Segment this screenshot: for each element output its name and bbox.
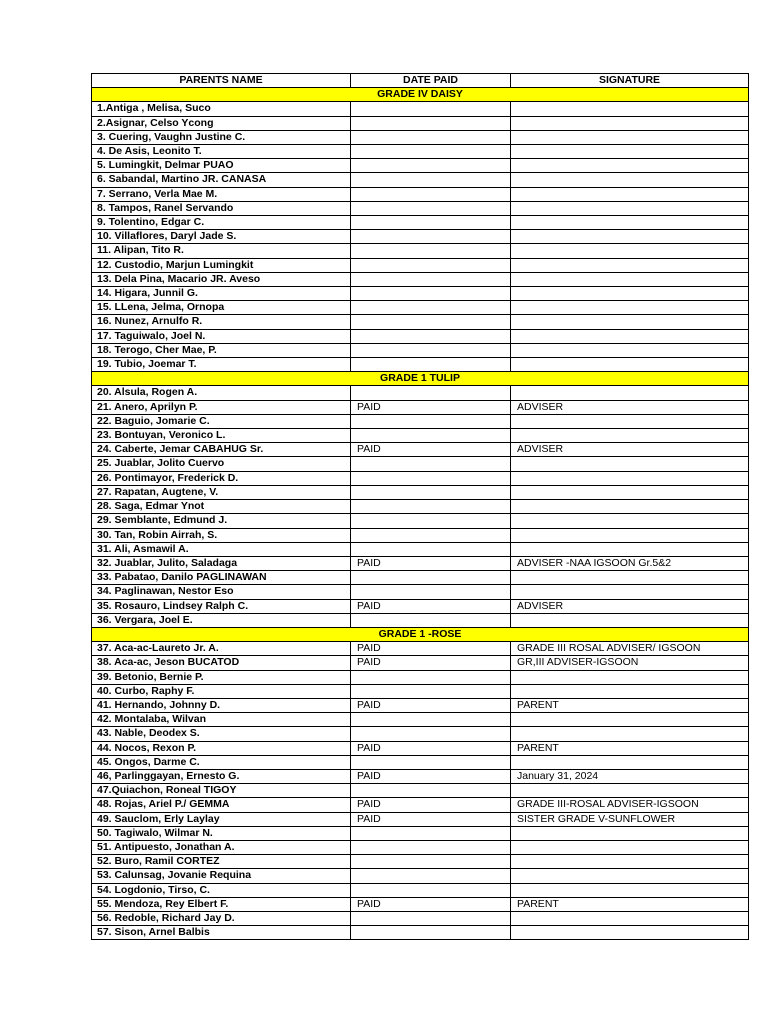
parent-name-cell: 56. Redoble, Richard Jay D. bbox=[92, 911, 351, 925]
table-row bbox=[92, 173, 749, 187]
signature-cell bbox=[511, 826, 749, 840]
signature-cell bbox=[511, 485, 749, 499]
signature-cell bbox=[511, 258, 749, 272]
table-row bbox=[92, 485, 749, 499]
date-paid-cell bbox=[351, 216, 511, 230]
parent-name-cell: 50. Tagiwalo, Wilmar N. bbox=[92, 826, 351, 840]
parent-name-cell: 21. Anero, Aprilyn P. bbox=[92, 400, 351, 414]
signature-cell bbox=[511, 869, 749, 883]
table-row bbox=[92, 855, 749, 869]
parent-name-cell: 43. Nable, Deodex S. bbox=[92, 727, 351, 741]
table-row bbox=[92, 358, 749, 372]
parent-name-cell: 30. Tan, Robin Airrah, S. bbox=[92, 528, 351, 542]
signature-cell bbox=[511, 670, 749, 684]
parent-name-cell: 34. Paglinawan, Nestor Eso bbox=[92, 585, 351, 599]
table-row bbox=[92, 443, 749, 457]
parent-name-cell: 37. Aca-ac-Laureto Jr. A. bbox=[92, 642, 351, 656]
table-row bbox=[92, 883, 749, 897]
signature-cell: January 31, 2024 bbox=[511, 769, 749, 783]
signature-cell bbox=[511, 883, 749, 897]
signature-cell bbox=[511, 585, 749, 599]
date-paid-cell: PAID bbox=[351, 599, 511, 613]
parent-name-cell: 12. Custodio, Marjun Lumingkit bbox=[92, 258, 351, 272]
signature-cell: GRADE III-ROSAL ADVISER-IGSOON bbox=[511, 798, 749, 812]
date-paid-cell bbox=[351, 386, 511, 400]
date-paid-cell bbox=[351, 755, 511, 769]
parent-name-cell: 1.Antiga , Melisa, Suco bbox=[92, 102, 351, 116]
signature-cell bbox=[511, 784, 749, 798]
signature-cell: ADVISER -NAA IGSOON Gr.5&2 bbox=[511, 556, 749, 570]
table-row bbox=[92, 386, 749, 400]
date-paid-cell bbox=[351, 684, 511, 698]
parent-name-cell: 20. Alsula, Rogen A. bbox=[92, 386, 351, 400]
date-paid-cell bbox=[351, 244, 511, 258]
date-paid-cell bbox=[351, 130, 511, 144]
date-paid-cell bbox=[351, 414, 511, 428]
parent-name-cell: 35. Rosauro, Lindsey Ralph C. bbox=[92, 599, 351, 613]
table-row bbox=[92, 840, 749, 854]
table-row bbox=[92, 571, 749, 585]
table-row bbox=[92, 315, 749, 329]
section-title: GRADE 1 -ROSE bbox=[92, 627, 749, 641]
parent-name-cell: 54. Logdonio, Tirso, C. bbox=[92, 883, 351, 897]
signature-cell bbox=[511, 272, 749, 286]
signature-cell bbox=[511, 500, 749, 514]
date-paid-cell bbox=[351, 926, 511, 940]
parent-name-cell: 11. Alipan, Tito R. bbox=[92, 244, 351, 258]
signature-cell bbox=[511, 230, 749, 244]
signature-cell bbox=[511, 358, 749, 372]
parent-name-cell: 6. Sabandal, Martino JR. CANASA bbox=[92, 173, 351, 187]
date-paid-cell bbox=[351, 855, 511, 869]
table-row bbox=[92, 201, 749, 215]
table-row bbox=[92, 116, 749, 130]
signature-cell: GRADE III ROSAL ADVISER/ IGSOON bbox=[511, 642, 749, 656]
table-row bbox=[92, 329, 749, 343]
section-row bbox=[92, 627, 749, 641]
date-paid-cell bbox=[351, 258, 511, 272]
table-row bbox=[92, 556, 749, 570]
date-paid-cell: PAID bbox=[351, 556, 511, 570]
date-paid-cell: PAID bbox=[351, 400, 511, 414]
signature-cell bbox=[511, 201, 749, 215]
date-paid-cell bbox=[351, 358, 511, 372]
signature-cell bbox=[511, 287, 749, 301]
parent-name-cell: 13. Dela Pina, Macario JR. Aveso bbox=[92, 272, 351, 286]
signature-cell bbox=[511, 244, 749, 258]
table-row bbox=[92, 812, 749, 826]
table-row bbox=[92, 102, 749, 116]
table-row bbox=[92, 698, 749, 712]
parent-name-cell: 15. LLena, Jelma, Ornopa bbox=[92, 301, 351, 315]
table-row bbox=[92, 741, 749, 755]
date-paid-cell: PAID bbox=[351, 741, 511, 755]
date-paid-cell bbox=[351, 102, 511, 116]
signature-cell: PARENT bbox=[511, 897, 749, 911]
parent-name-cell: 38. Aca-ac, Jeson BUCATOD bbox=[92, 656, 351, 670]
table-row bbox=[92, 784, 749, 798]
table-row bbox=[92, 670, 749, 684]
signature-cell bbox=[511, 926, 749, 940]
table-row bbox=[92, 755, 749, 769]
date-paid-cell bbox=[351, 911, 511, 925]
table-row bbox=[92, 130, 749, 144]
parent-name-cell: 53. Calunsag, Jovanie Requina bbox=[92, 869, 351, 883]
date-paid-cell bbox=[351, 485, 511, 499]
date-paid-cell bbox=[351, 429, 511, 443]
signature-cell bbox=[511, 855, 749, 869]
parent-name-cell: 18. Terogo, Cher Mae, P. bbox=[92, 343, 351, 357]
parent-name-cell: 10. Villaflores, Daryl Jade S. bbox=[92, 230, 351, 244]
header-signature: SIGNATURE bbox=[511, 74, 749, 88]
parent-name-cell: 23. Bontuyan, Veronico L. bbox=[92, 429, 351, 443]
date-paid-cell bbox=[351, 840, 511, 854]
table-row bbox=[92, 613, 749, 627]
parent-name-cell: 2.Asignar, Celso Ycong bbox=[92, 116, 351, 130]
section-title: GRADE 1 TULIP bbox=[92, 372, 749, 386]
payment-sheet bbox=[91, 73, 748, 940]
table-row bbox=[92, 457, 749, 471]
signature-cell bbox=[511, 713, 749, 727]
date-paid-cell bbox=[351, 528, 511, 542]
section-row bbox=[92, 88, 749, 102]
signature-cell bbox=[511, 613, 749, 627]
signature-cell bbox=[511, 173, 749, 187]
signature-cell bbox=[511, 386, 749, 400]
date-paid-cell: PAID bbox=[351, 897, 511, 911]
date-paid-cell bbox=[351, 542, 511, 556]
parent-name-cell: 51. Antipuesto, Jonathan A. bbox=[92, 840, 351, 854]
date-paid-cell bbox=[351, 201, 511, 215]
date-paid-cell bbox=[351, 471, 511, 485]
table-row bbox=[92, 301, 749, 315]
date-paid-cell bbox=[351, 585, 511, 599]
table-row bbox=[92, 216, 749, 230]
table-row bbox=[92, 713, 749, 727]
date-paid-cell bbox=[351, 159, 511, 173]
parent-name-cell: 22. Baguio, Jomarie C. bbox=[92, 414, 351, 428]
signature-cell bbox=[511, 727, 749, 741]
table-row bbox=[92, 897, 749, 911]
parent-name-cell: 40. Curbo, Raphy F. bbox=[92, 684, 351, 698]
table-row bbox=[92, 542, 749, 556]
date-paid-cell bbox=[351, 301, 511, 315]
table-row bbox=[92, 429, 749, 443]
signature-cell bbox=[511, 187, 749, 201]
date-paid-cell bbox=[351, 230, 511, 244]
table-row bbox=[92, 684, 749, 698]
parent-name-cell: 57. Sison, Arnel Balbis bbox=[92, 926, 351, 940]
table-row bbox=[92, 656, 749, 670]
table-row bbox=[92, 471, 749, 485]
date-paid-cell bbox=[351, 784, 511, 798]
signature-cell bbox=[511, 542, 749, 556]
signature-cell bbox=[511, 329, 749, 343]
signature-cell bbox=[511, 145, 749, 159]
table-row bbox=[92, 798, 749, 812]
parents-payment-table bbox=[91, 73, 749, 940]
table-row bbox=[92, 514, 749, 528]
parent-name-cell: 3. Cuering, Vaughn Justine C. bbox=[92, 130, 351, 144]
date-paid-cell bbox=[351, 173, 511, 187]
table-row bbox=[92, 343, 749, 357]
table-row bbox=[92, 869, 749, 883]
signature-cell bbox=[511, 116, 749, 130]
table-row bbox=[92, 230, 749, 244]
parent-name-cell: 9. Tolentino, Edgar C. bbox=[92, 216, 351, 230]
signature-cell bbox=[511, 571, 749, 585]
parent-name-cell: 16. Nunez, Arnulfo R. bbox=[92, 315, 351, 329]
parent-name-cell: 24. Caberte, Jemar CABAHUG Sr. bbox=[92, 443, 351, 457]
parent-name-cell: 44. Nocos, Rexon P. bbox=[92, 741, 351, 755]
signature-cell bbox=[511, 457, 749, 471]
date-paid-cell bbox=[351, 187, 511, 201]
table-row bbox=[92, 187, 749, 201]
table-row bbox=[92, 926, 749, 940]
date-paid-cell: PAID bbox=[351, 443, 511, 457]
signature-cell: ADVISER bbox=[511, 443, 749, 457]
table-row bbox=[92, 642, 749, 656]
signature-cell bbox=[511, 343, 749, 357]
date-paid-cell bbox=[351, 826, 511, 840]
table-row bbox=[92, 145, 749, 159]
header-date-paid: DATE PAID bbox=[351, 74, 511, 88]
signature-cell bbox=[511, 301, 749, 315]
signature-cell bbox=[511, 755, 749, 769]
date-paid-cell bbox=[351, 315, 511, 329]
parent-name-cell: 36. Vergara, Joel E. bbox=[92, 613, 351, 627]
signature-cell bbox=[511, 130, 749, 144]
signature-cell bbox=[511, 684, 749, 698]
parent-name-cell: 41. Hernando, Johnny D. bbox=[92, 698, 351, 712]
date-paid-cell bbox=[351, 514, 511, 528]
parent-name-cell: 45. Ongos, Darme C. bbox=[92, 755, 351, 769]
date-paid-cell bbox=[351, 670, 511, 684]
signature-cell: ADVISER bbox=[511, 400, 749, 414]
parent-name-cell: 4. De Asis, Leonito T. bbox=[92, 145, 351, 159]
table-body bbox=[92, 88, 749, 940]
signature-cell bbox=[511, 102, 749, 116]
table-row bbox=[92, 414, 749, 428]
date-paid-cell bbox=[351, 457, 511, 471]
signature-cell bbox=[511, 911, 749, 925]
date-paid-cell bbox=[351, 500, 511, 514]
date-paid-cell bbox=[351, 272, 511, 286]
parent-name-cell: 8. Tampos, Ranel Servando bbox=[92, 201, 351, 215]
table-row bbox=[92, 244, 749, 258]
table-row bbox=[92, 911, 749, 925]
signature-cell bbox=[511, 429, 749, 443]
signature-cell bbox=[511, 514, 749, 528]
signature-cell bbox=[511, 159, 749, 173]
table-row bbox=[92, 159, 749, 173]
parent-name-cell: 17. Taguiwalo, Joel N. bbox=[92, 329, 351, 343]
parent-name-cell: 52. Buro, Ramil CORTEZ bbox=[92, 855, 351, 869]
parent-name-cell: 39. Betonio, Bernie P. bbox=[92, 670, 351, 684]
parent-name-cell: 19. Tubio, Joemar T. bbox=[92, 358, 351, 372]
parent-name-cell: 42. Montalaba, Wilvan bbox=[92, 713, 351, 727]
table-row bbox=[92, 287, 749, 301]
date-paid-cell bbox=[351, 713, 511, 727]
parent-name-cell: 33. Pabatao, Danilo PAGLINAWAN bbox=[92, 571, 351, 585]
parent-name-cell: 48. Rojas, Ariel P./ GEMMA bbox=[92, 798, 351, 812]
signature-cell bbox=[511, 315, 749, 329]
table-row bbox=[92, 826, 749, 840]
table-row bbox=[92, 258, 749, 272]
date-paid-cell: PAID bbox=[351, 798, 511, 812]
date-paid-cell bbox=[351, 329, 511, 343]
date-paid-cell bbox=[351, 869, 511, 883]
parent-name-cell: 32. Juablar, Julito, Saladaga bbox=[92, 556, 351, 570]
date-paid-cell bbox=[351, 883, 511, 897]
signature-cell: SISTER GRADE V-SUNFLOWER bbox=[511, 812, 749, 826]
parent-name-cell: 29. Semblante, Edmund J. bbox=[92, 514, 351, 528]
parent-name-cell: 26. Pontimayor, Frederick D. bbox=[92, 471, 351, 485]
section-title: GRADE IV DAISY bbox=[92, 88, 749, 102]
table-row bbox=[92, 769, 749, 783]
date-paid-cell bbox=[351, 116, 511, 130]
table-row bbox=[92, 272, 749, 286]
parent-name-cell: 47.Quiachon, Roneal TIGOY bbox=[92, 784, 351, 798]
date-paid-cell bbox=[351, 727, 511, 741]
parent-name-cell: 27. Rapatan, Augtene, V. bbox=[92, 485, 351, 499]
signature-cell: ADVISER bbox=[511, 599, 749, 613]
table-row bbox=[92, 585, 749, 599]
date-paid-cell: PAID bbox=[351, 812, 511, 826]
date-paid-cell bbox=[351, 145, 511, 159]
signature-cell: PARENT bbox=[511, 741, 749, 755]
parent-name-cell: 14. Higara, Junnil G. bbox=[92, 287, 351, 301]
parent-name-cell: 46, Parlinggayan, Ernesto G. bbox=[92, 769, 351, 783]
signature-cell bbox=[511, 414, 749, 428]
parent-name-cell: 5. Lumingkit, Delmar PUAO bbox=[92, 159, 351, 173]
header-parents-name: PARENTS NAME bbox=[92, 74, 351, 88]
table-row bbox=[92, 599, 749, 613]
date-paid-cell bbox=[351, 571, 511, 585]
parent-name-cell: 49. Sauclom, Erly Laylay bbox=[92, 812, 351, 826]
parent-name-cell: 28. Saga, Edmar Ynot bbox=[92, 500, 351, 514]
date-paid-cell: PAID bbox=[351, 656, 511, 670]
date-paid-cell bbox=[351, 343, 511, 357]
table-row bbox=[92, 500, 749, 514]
parent-name-cell: 31. Ali, Asmawil A. bbox=[92, 542, 351, 556]
table-row bbox=[92, 528, 749, 542]
table-row bbox=[92, 400, 749, 414]
section-row bbox=[92, 372, 749, 386]
signature-cell bbox=[511, 528, 749, 542]
signature-cell bbox=[511, 471, 749, 485]
parent-name-cell: 55. Mendoza, Rey Elbert F. bbox=[92, 897, 351, 911]
signature-cell bbox=[511, 216, 749, 230]
table-row bbox=[92, 727, 749, 741]
signature-cell: PARENT bbox=[511, 698, 749, 712]
date-paid-cell bbox=[351, 287, 511, 301]
parent-name-cell: 7. Serrano, Verla Mae M. bbox=[92, 187, 351, 201]
date-paid-cell: PAID bbox=[351, 698, 511, 712]
date-paid-cell: PAID bbox=[351, 642, 511, 656]
date-paid-cell bbox=[351, 613, 511, 627]
signature-cell: GR,III ADVISER-IGSOON bbox=[511, 656, 749, 670]
date-paid-cell: PAID bbox=[351, 769, 511, 783]
header-row bbox=[92, 74, 749, 88]
signature-cell bbox=[511, 840, 749, 854]
parent-name-cell: 25. Juablar, Jolito Cuervo bbox=[92, 457, 351, 471]
